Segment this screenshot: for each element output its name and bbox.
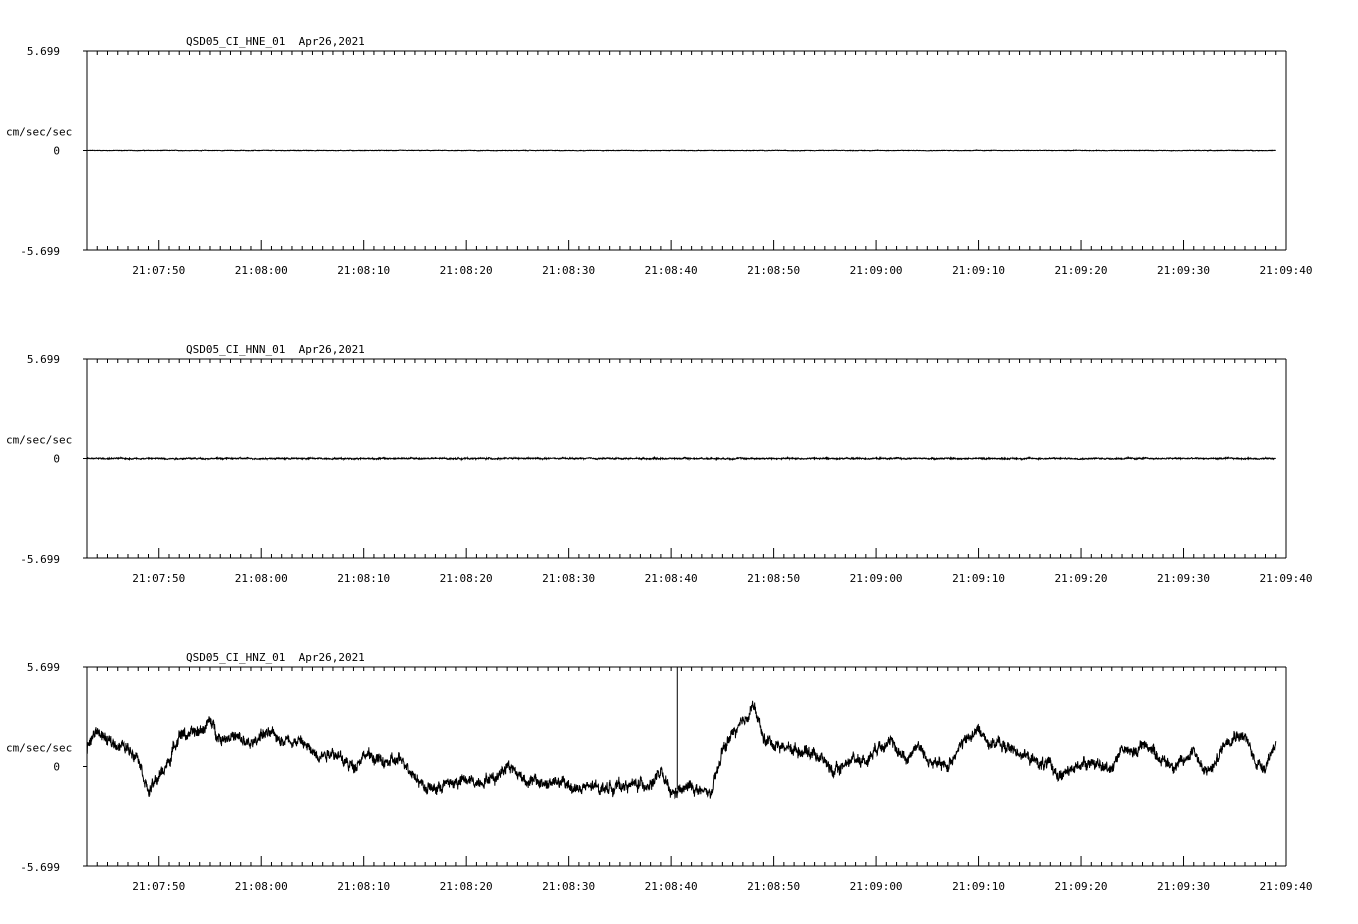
waveform-trace: [87, 701, 1276, 799]
y-tick-label: -5.699: [20, 245, 60, 258]
panel-title: QSD05_CI_HNE_01 Apr26,2021: [186, 35, 365, 48]
y-tick-label: 0: [53, 144, 60, 158]
y-tick-label: 0: [53, 452, 60, 466]
x-tick-label: 21:09:40: [1259, 880, 1313, 893]
y-axis-label: cm/sec/sec: [6, 741, 73, 755]
x-tick-label: 21:09:10: [952, 264, 1006, 277]
x-tick-label: 21:07:50: [132, 572, 186, 585]
x-tick-label: 21:09:00: [849, 572, 903, 585]
x-tick-label: 21:08:40: [644, 572, 698, 585]
x-tick-label: 21:08:10: [337, 880, 391, 893]
x-tick-label: 21:08:50: [747, 880, 801, 893]
y-tick-label: 5.699: [26, 661, 60, 674]
seismogram-panel-2: [6, 343, 1312, 585]
x-tick-label: 21:08:50: [747, 572, 801, 585]
x-tick-label: 21:08:10: [337, 572, 391, 585]
x-tick-label: 21:08:20: [439, 880, 493, 893]
x-tick-label: 21:08:50: [747, 264, 801, 277]
x-tick-label: 21:09:30: [1157, 572, 1211, 585]
x-tick-label: 21:09:20: [1054, 264, 1108, 277]
y-tick-label: 5.699: [26, 45, 60, 58]
seismogram-panel-1: [6, 35, 1312, 277]
seismogram-panel-3: [6, 651, 1312, 893]
x-tick-label: 21:09:00: [849, 264, 903, 277]
y-axis-label: cm/sec/sec: [6, 125, 73, 139]
x-tick-label: 21:08:00: [234, 572, 288, 585]
x-tick-label: 21:09:40: [1259, 264, 1313, 277]
y-tick-label: -5.699: [20, 861, 60, 874]
x-tick-label: 21:08:30: [542, 572, 596, 585]
x-tick-label: 21:08:20: [439, 264, 493, 277]
x-tick-label: 21:08:40: [644, 880, 698, 893]
x-tick-label: 21:09:30: [1157, 264, 1211, 277]
x-tick-label: 21:09:10: [952, 572, 1006, 585]
x-tick-label: 21:09:20: [1054, 880, 1108, 893]
x-tick-label: 21:07:50: [132, 264, 186, 277]
x-tick-label: 21:07:50: [132, 880, 186, 893]
x-tick-label: 21:08:20: [439, 572, 493, 585]
waveform-trace: [87, 150, 1276, 151]
x-tick-label: 21:09:00: [849, 880, 903, 893]
y-tick-label: 0: [53, 760, 60, 774]
y-tick-label: 5.699: [26, 353, 60, 366]
x-tick-label: 21:09:10: [952, 880, 1006, 893]
x-tick-label: 21:09:20: [1054, 572, 1108, 585]
waveform-trace: [87, 457, 1276, 459]
x-tick-label: 21:08:30: [542, 880, 596, 893]
panel-title: QSD05_CI_HNZ_01 Apr26,2021: [186, 651, 365, 664]
x-tick-label: 21:08:40: [644, 264, 698, 277]
panel-title: QSD05_CI_HNN_01 Apr26,2021: [186, 343, 365, 356]
x-tick-label: 21:08:10: [337, 264, 391, 277]
x-tick-label: 21:08:00: [234, 880, 288, 893]
y-axis-label: cm/sec/sec: [6, 433, 73, 447]
x-tick-label: 21:08:00: [234, 264, 288, 277]
x-tick-label: 21:08:30: [542, 264, 596, 277]
x-tick-label: 21:09:30: [1157, 880, 1211, 893]
y-tick-label: -5.699: [20, 553, 60, 566]
x-tick-label: 21:09:40: [1259, 572, 1313, 585]
